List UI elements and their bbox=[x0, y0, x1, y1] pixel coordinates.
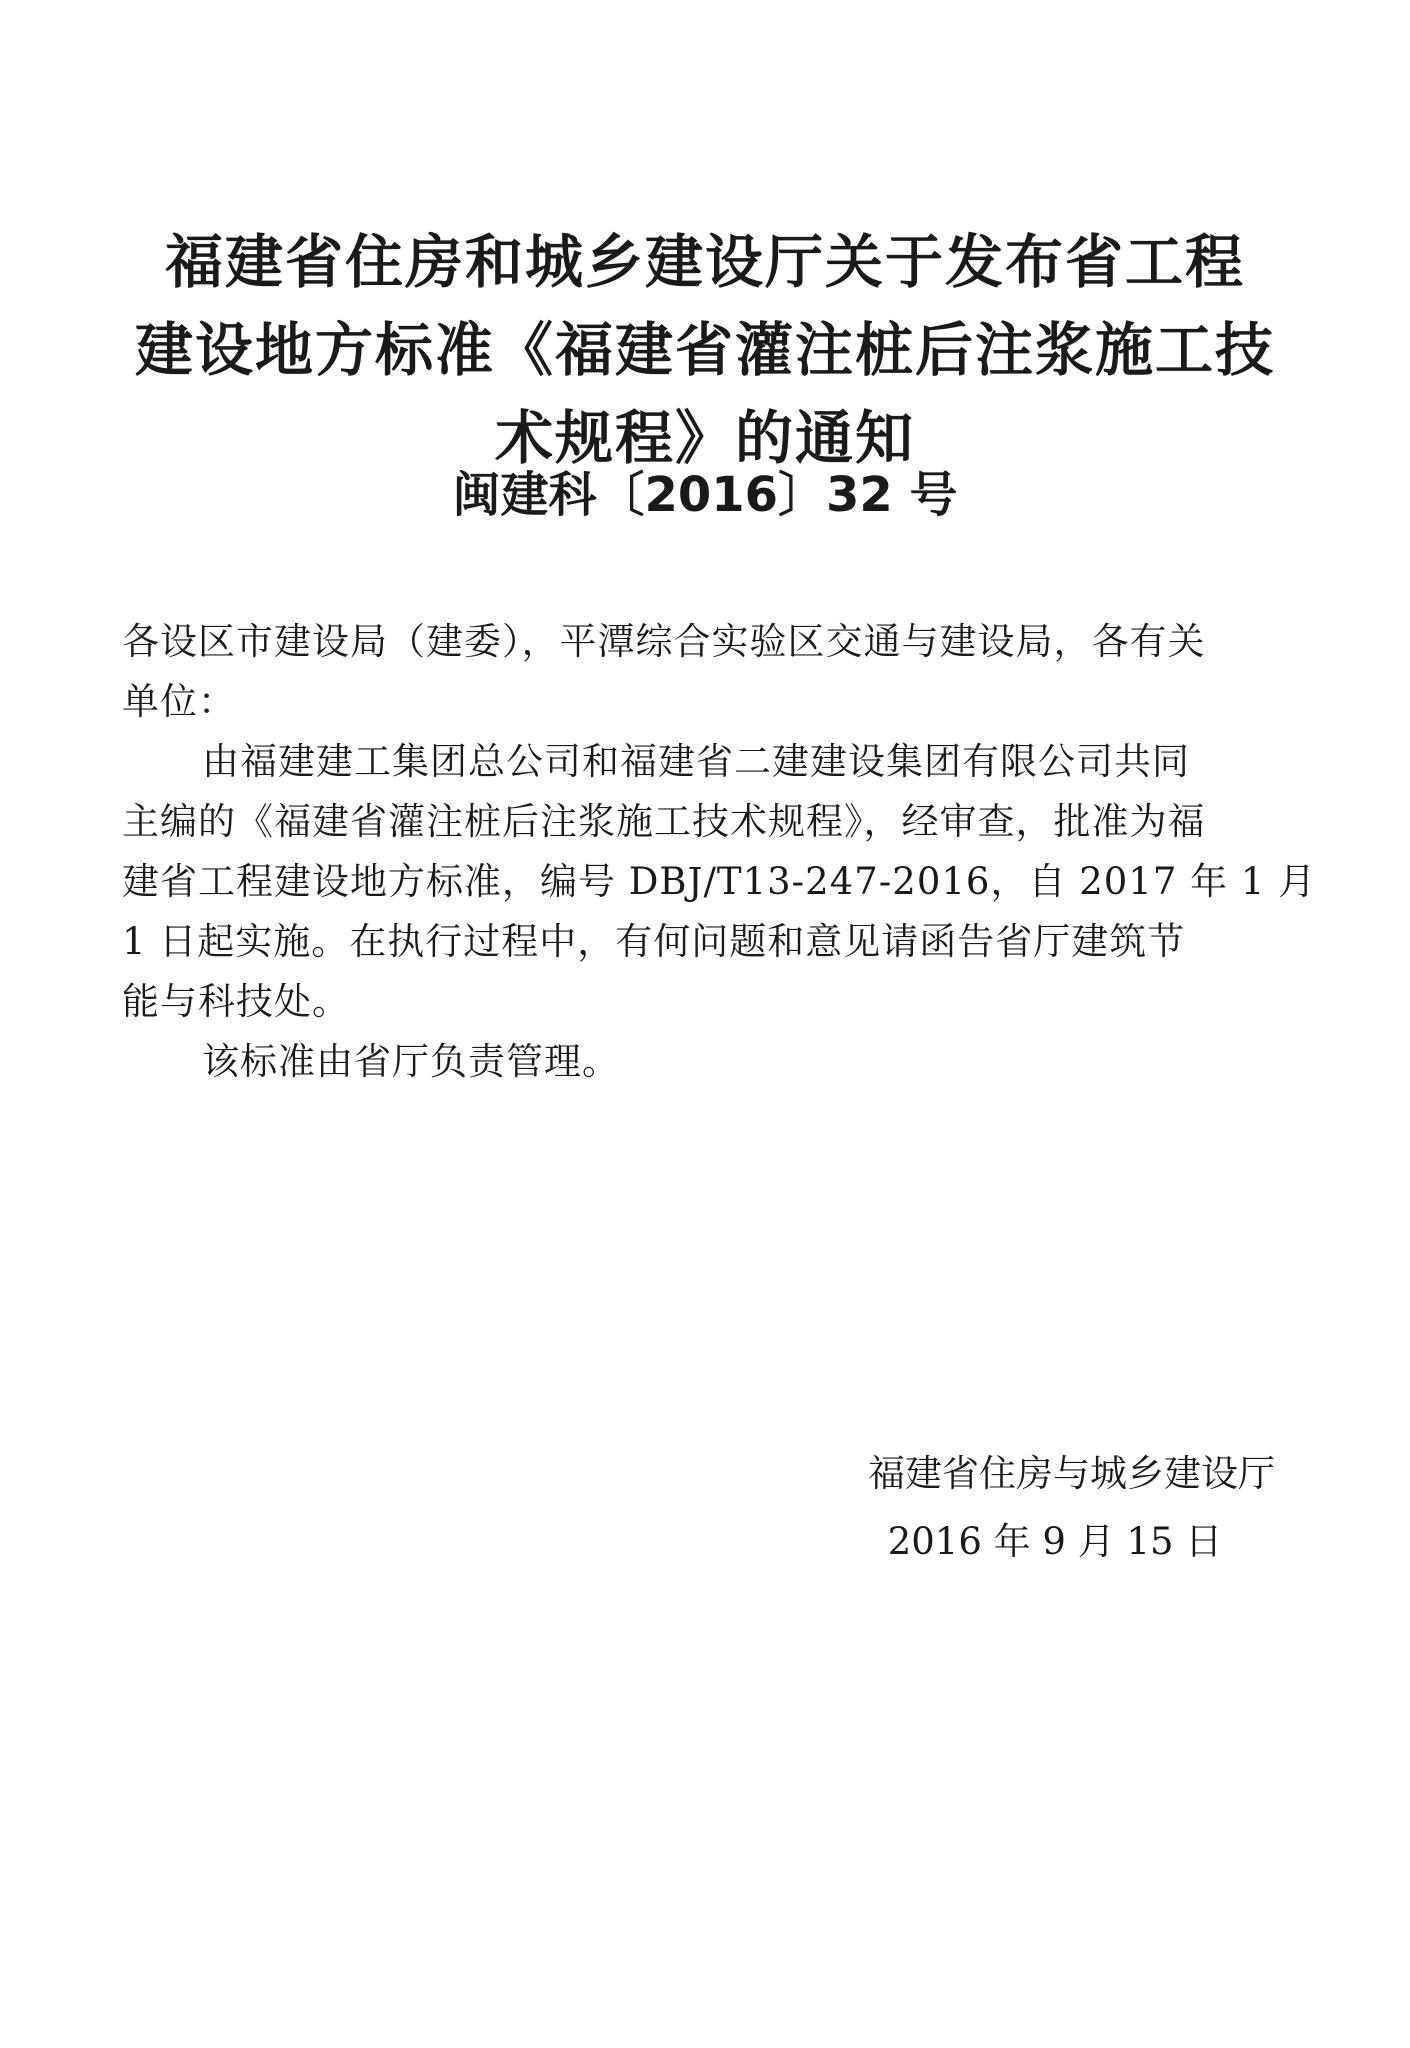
paragraph-line: 主编的《福建省灌注桩后注浆施工技术规程》，经审查，批准为福 bbox=[122, 800, 1206, 843]
document-number: 闽建科〔2016〕32 号 bbox=[452, 467, 958, 523]
paragraph-line: 该标准由省厅负责管理。 bbox=[202, 1040, 620, 1083]
issue-date: 2016 年 9 月 15 日 bbox=[887, 1520, 1223, 1563]
addressee bbox=[122, 612, 1282, 732]
title-line: 福建省住房和城乡建设厅关于发布省工程 bbox=[164, 228, 1245, 296]
body-paragraph-management bbox=[122, 1032, 1282, 1092]
paragraph-line: 能与科技处。 bbox=[122, 980, 350, 1023]
body-paragraph-approval bbox=[122, 732, 1317, 1032]
addressee-line: 单位： bbox=[122, 680, 236, 723]
signature-block bbox=[780, 1440, 1300, 1576]
paragraph-line: 1 日起实施。在执行过程中，有何问题和意见请函告省厅建筑节 bbox=[122, 920, 1186, 963]
notice-title bbox=[110, 218, 1300, 482]
title-line: 术规程》的通知 bbox=[494, 404, 915, 472]
addressee-line: 各设区市建设局（建委），平潭综合实验区交通与建设局，各有关 bbox=[122, 620, 1206, 663]
title-line: 建设地方标准《福建省灌注桩后注浆施工技 bbox=[134, 316, 1275, 384]
paragraph-line: 由福建建工集团总公司和福建省二建建设集团有限公司共同 bbox=[202, 740, 1190, 783]
issuing-organization: 福建省住房与城乡建设厅 bbox=[868, 1452, 1275, 1495]
paragraph-line: 建省工程建设地方标准，编号 DBJ/T13-247-2016，自 2017 年 1 月 bbox=[122, 860, 1317, 903]
